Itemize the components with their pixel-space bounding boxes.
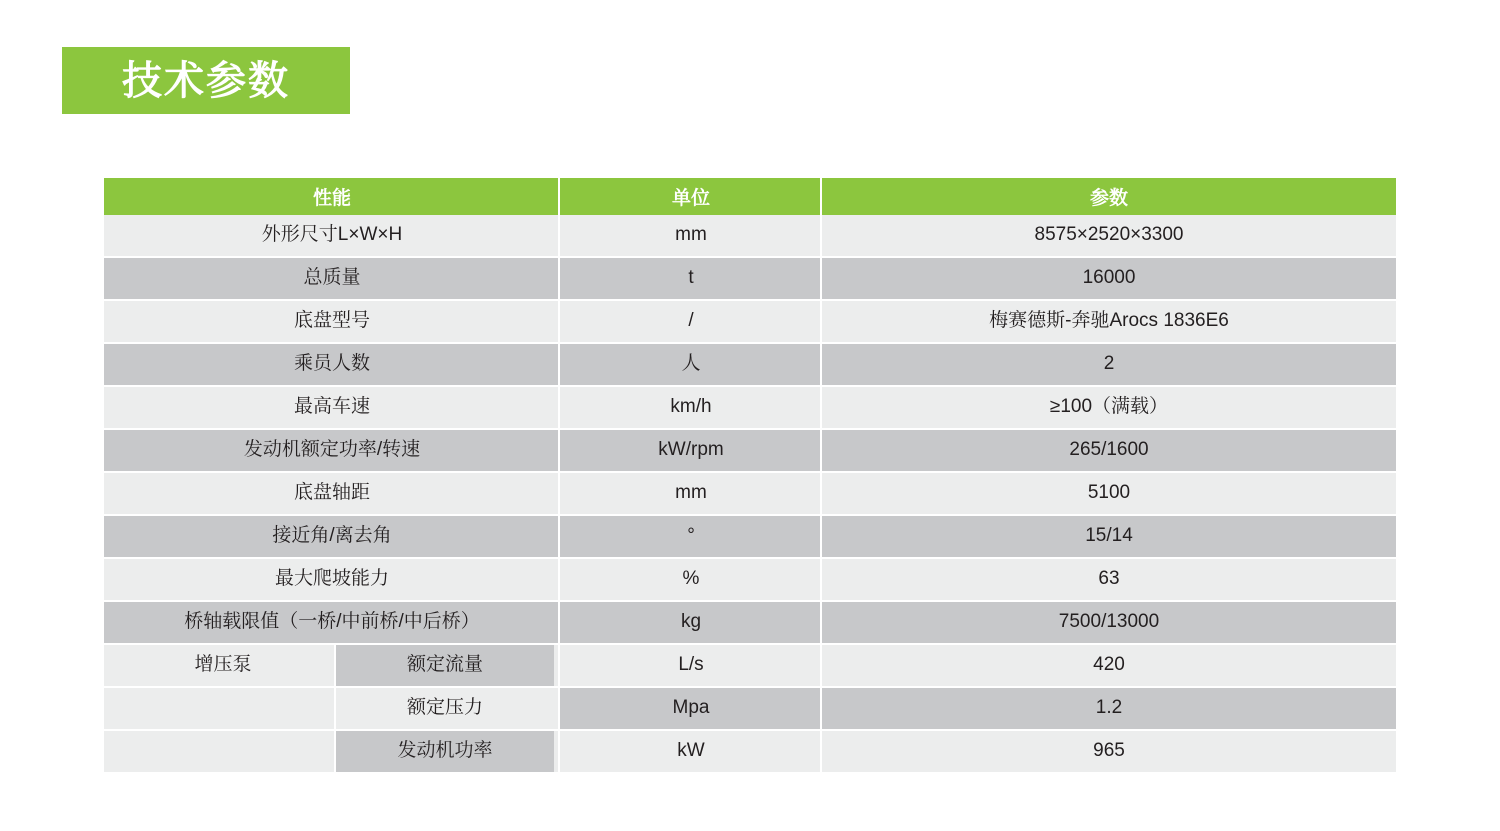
row-unit: mm (560, 472, 822, 515)
group-sub-name: 额定流量 (336, 645, 554, 686)
technical-parameters-table (104, 178, 1396, 772)
table-header (104, 178, 1396, 215)
row-unit: kg (560, 601, 822, 644)
table-body (104, 215, 1396, 772)
row-unit: Mpa (560, 687, 822, 730)
row-value: 8575×2520×3300 (822, 215, 1396, 257)
row-unit: % (560, 558, 822, 601)
row-unit: 人 (560, 343, 822, 386)
row-unit: L/s (560, 644, 822, 687)
table-row-group-last (104, 730, 1396, 772)
group-sub-name: 额定压力 (336, 688, 554, 729)
row-unit: km/h (560, 386, 822, 429)
group-name-cell (104, 644, 560, 687)
table-row-group (104, 687, 1396, 730)
row-value: 965 (822, 730, 1396, 772)
row-value: 5100 (822, 472, 1396, 515)
row-value: 265/1600 (822, 429, 1396, 472)
row-value: 梅赛德斯-奔驰Arocs 1836E6 (822, 300, 1396, 343)
column-header-performance: 性能 (104, 178, 560, 215)
row-unit: mm (560, 215, 822, 257)
table-row (104, 601, 1396, 644)
page-title-banner (62, 47, 350, 114)
table-row (104, 215, 1396, 257)
column-header-unit: 单位 (560, 178, 822, 215)
group-label-text: 增压泵 (194, 654, 252, 676)
row-unit: kW/rpm (560, 429, 822, 472)
table-row (104, 386, 1396, 429)
row-unit: kW (560, 730, 822, 772)
row-value: 16000 (822, 257, 1396, 300)
table-header-row (104, 178, 1396, 215)
column-header-parameter: 参数 (822, 178, 1396, 215)
row-unit: ° (560, 515, 822, 558)
row-value: 63 (822, 558, 1396, 601)
group-name-cell (104, 730, 560, 772)
table-row (104, 429, 1396, 472)
row-unit: t (560, 257, 822, 300)
row-name: 最大爬坡能力 (104, 558, 560, 601)
row-value: 15/14 (822, 515, 1396, 558)
row-name: 接近角/离去角 (104, 515, 560, 558)
row-name: 底盘轴距 (104, 472, 560, 515)
row-value: 1.2 (822, 687, 1396, 730)
group-label-spacer (110, 731, 336, 772)
row-value: 2 (822, 343, 1396, 386)
row-value: 7500/13000 (822, 601, 1396, 644)
row-value: ≥100（满载） (822, 386, 1396, 429)
row-name: 底盘型号 (104, 300, 560, 343)
row-unit: / (560, 300, 822, 343)
page-title: 技术参数 (122, 58, 290, 103)
table-row (104, 515, 1396, 558)
table-row-group-first (104, 644, 1396, 687)
row-name: 总质量 (104, 257, 560, 300)
group-label (110, 645, 336, 686)
table-row (104, 558, 1396, 601)
row-name: 桥轴载限值（一桥/中前桥/中后桥） (104, 601, 560, 644)
table-row (104, 343, 1396, 386)
table-row (104, 257, 1396, 300)
row-name: 最高车速 (104, 386, 560, 429)
row-name: 外形尺寸L×W×H (104, 215, 560, 257)
row-name: 乘员人数 (104, 343, 560, 386)
group-name-cell (104, 687, 560, 730)
table-row (104, 300, 1396, 343)
group-label-spacer (110, 688, 336, 729)
row-value: 420 (822, 644, 1396, 687)
group-sub-name: 发动机功率 (336, 731, 554, 772)
table-row (104, 472, 1396, 515)
row-name: 发动机额定功率/转速 (104, 429, 560, 472)
